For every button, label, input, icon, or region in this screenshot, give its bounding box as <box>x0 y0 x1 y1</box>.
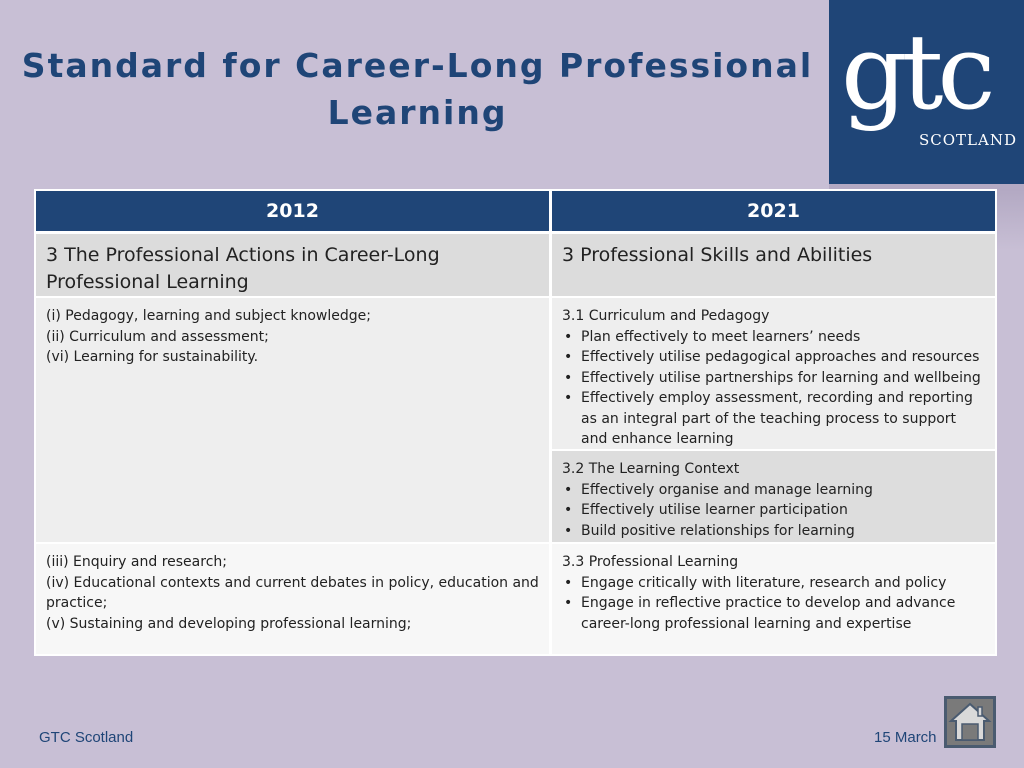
side-strip <box>996 190 1024 250</box>
left-row-1 <box>36 298 549 542</box>
left-heading: 3 The Professional Actions in Career-Long Professional Learning <box>36 234 549 296</box>
left-row-1-line: (ii) Curriculum and assessment; <box>46 328 269 345</box>
left-row-2-line: (iii) Enquiry and research; <box>46 554 227 570</box>
section-3-2 <box>552 451 995 542</box>
left-row-2-line: (v) Sustaining and developing professional learning; <box>46 615 412 632</box>
home-icon <box>947 699 993 745</box>
list-item: • Engage in reflective practice to develop and advance career-long professional learning and expertise <box>562 593 985 634</box>
section-3-1 <box>552 298 995 449</box>
list-item: • Engage critically with literature, research and policy <box>562 573 985 594</box>
right-heading: 3 Professional Skills and Abilities <box>552 234 995 296</box>
list-item: • Plan effectively to meet learners’ needs <box>562 327 985 348</box>
left-row-2 <box>36 544 549 654</box>
comparison-table <box>34 189 997 656</box>
footer-org: GTC Scotland <box>39 729 134 746</box>
logo-gtc-text: gtc <box>841 11 990 133</box>
list-item: • Build positive relationships for learning <box>562 521 985 542</box>
list-item: • Effectively utilise learner participation <box>562 500 985 521</box>
header-2012: 2012 <box>36 191 549 231</box>
list-item: • Effectively employ assessment, recording and reporting as an integral part of the teaching process to support and enhance learning <box>562 388 985 450</box>
left-row-1-line: (i) Pedagogy, learning and subject knowledge; <box>46 308 371 324</box>
left-row-1-line: (vi) Learning for sustainability. <box>46 349 259 365</box>
section-3-3 <box>552 544 995 654</box>
list-item: • Effectively organise and manage learning <box>562 480 985 501</box>
footer-date: 15 March <box>874 729 937 746</box>
list-item: • Effectively utilise pedagogical approaches and resources <box>562 347 985 368</box>
section-heading: 3.1 Curriculum and Pedagogy <box>562 308 770 324</box>
section-heading: 3.2 The Learning Context <box>562 461 740 477</box>
section-heading: 3.3 Professional Learning <box>562 554 739 570</box>
list-item: • Effectively utilise partnerships for learning and wellbeing <box>562 368 985 389</box>
home-button[interactable] <box>944 696 996 748</box>
gtc-scotland-logo <box>829 0 1024 184</box>
page-title: Standard for Career-Long Professional Learning <box>21 46 814 132</box>
header-2021: 2021 <box>552 191 995 231</box>
logo-scotland-text: SCOTLAND <box>919 131 1017 149</box>
left-row-2-line: (iv) Educational contexts and current debates in policy, education and practice; <box>46 574 539 611</box>
